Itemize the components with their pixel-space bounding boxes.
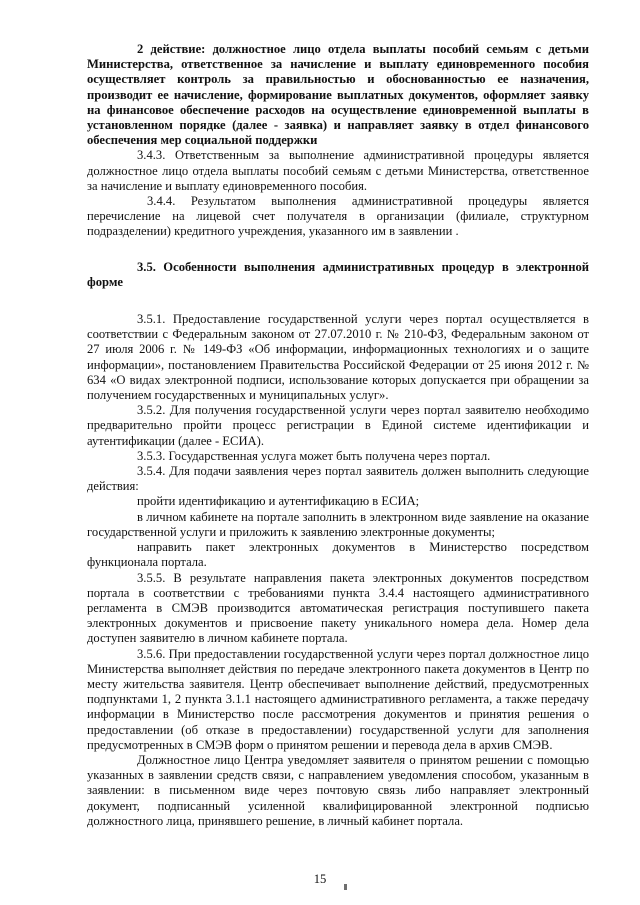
paragraph-3-5-2: 3.5.2. Для получения государственной услуги через портал заявителю необходимо предварительно пройти процесс регистрации в Единой системе идентификации и аутентификации (далее - ЕСИА). bbox=[87, 403, 589, 448]
list-item-identification: пройти идентификацию и аутентификацию в ЕСИА; bbox=[137, 494, 420, 509]
page-number: 15 bbox=[313, 872, 327, 886]
paragraph-3-5-4: 3.5.4. Для подачи заявления через портал заявитель должен выполнить следующие действия: bbox=[87, 464, 589, 494]
paragraph-3-5-6: 3.5.6. При предоставлении государственной услуги через портал должностное лицо Министерства выполняет действия по передаче электронного пакета документов в Центр по месту жительства заявителя. Центр обеспечивает выполнение действий, предусмотренных подпунктами 1, 2 пункта 3.1.1 настоящего административного регламента, а также передачу информации в Министерство после рассмотрения документов и принятия решения о предоставлении (об отказе в предоставлении) государственной услуги для заполнения предусмотренных в СМЭВ форм о принятом решении и перевода дела в архив СМЭВ. bbox=[87, 646, 589, 752]
list-item-fill-application: в личном кабинете на портале заполнить в электронном виде заявление на оказание государственной услуги и приложить к заявлению электронные документы; bbox=[87, 509, 589, 539]
paragraph-3-4-4: 3.4.4. Результатом выполнения административной процедуры является перечисление на лицевой счет получателя в организации (филиале, структурном подразделении) кредитного учреждения, указанного им в заявлении . bbox=[87, 194, 589, 239]
scan-speck bbox=[344, 884, 347, 890]
paragraph-3-5-5: 3.5.5. В результате направления пакета электронных документов посредством портала в соответствии с требованиями пункта 3.4.4 настоящего административного регламента в СМЭВ производится автоматическая регистрация поступившего пакета электронных документов и присвоение пакету уникального номера дела. Номер дела доступен заявителю в личном кабинете портала. bbox=[87, 570, 589, 646]
list-item-send-package: направить пакет электронных документов в Министерство посредством функционала портала. bbox=[87, 540, 589, 570]
paragraph-3-5-3: 3.5.3. Государственная услуга может быть получена через портал. bbox=[137, 448, 491, 463]
paragraph-3-5-1: 3.5.1. Предоставление государственной услуги через портал осуществляется в соответствии с Федеральным законом от 27.07.2010 г. № 210-ФЗ, Федеральным законом от 27 июля 2006 г. № 149-ФЗ «Об информации, информационных технологиях и о защите информации», постановлением Правительства Российской Федерации от 25 июня 2012 г. № 634 «О видах электронной подписи, использование которых допускается при обращении за получением государственных и муниципальных услуг». bbox=[87, 312, 589, 403]
section-heading-3-5: 3.5. Особенности выполнения административных процедур в электронной форме bbox=[87, 259, 589, 289]
document-body bbox=[87, 42, 589, 829]
paragraph-action-2: 2 действие: должностное лицо отдела выплаты пособий семьям с детьми Министерства, ответственное за начисление и выплату единовременного пособия осуществляет контроль за правильностью и обоснованностью ее назначения, производит ее начисление, формирование выплатных документов, оформляет заявку на финансовое обеспечение расходов на осуществление единовременной выплаты в установленном порядке (далее - заявка) и направляет заявку в отдел финансового обеспечения мер социальной поддержки bbox=[87, 42, 589, 148]
paragraph-center-notification: Должностное лицо Центра уведомляет заявителя о принятом решении с помощью указанных в заявлении средств связи, с направлением уведомления способом, указанным в заявлении: в письменном виде через почтовую связь либо направляет электронный документ, подписанный усиленной квалифицированной электронной подписью должностного лица, принявшего решение, в личный кабинет портала. bbox=[87, 752, 589, 828]
paragraph-3-4-3: 3.4.3. Ответственным за выполнение административной процедуры является должностное лицо отдела выплаты пособий семьям с детьми Министерства, ответственное за начисление и выплату единовременного пособия. bbox=[87, 148, 589, 193]
